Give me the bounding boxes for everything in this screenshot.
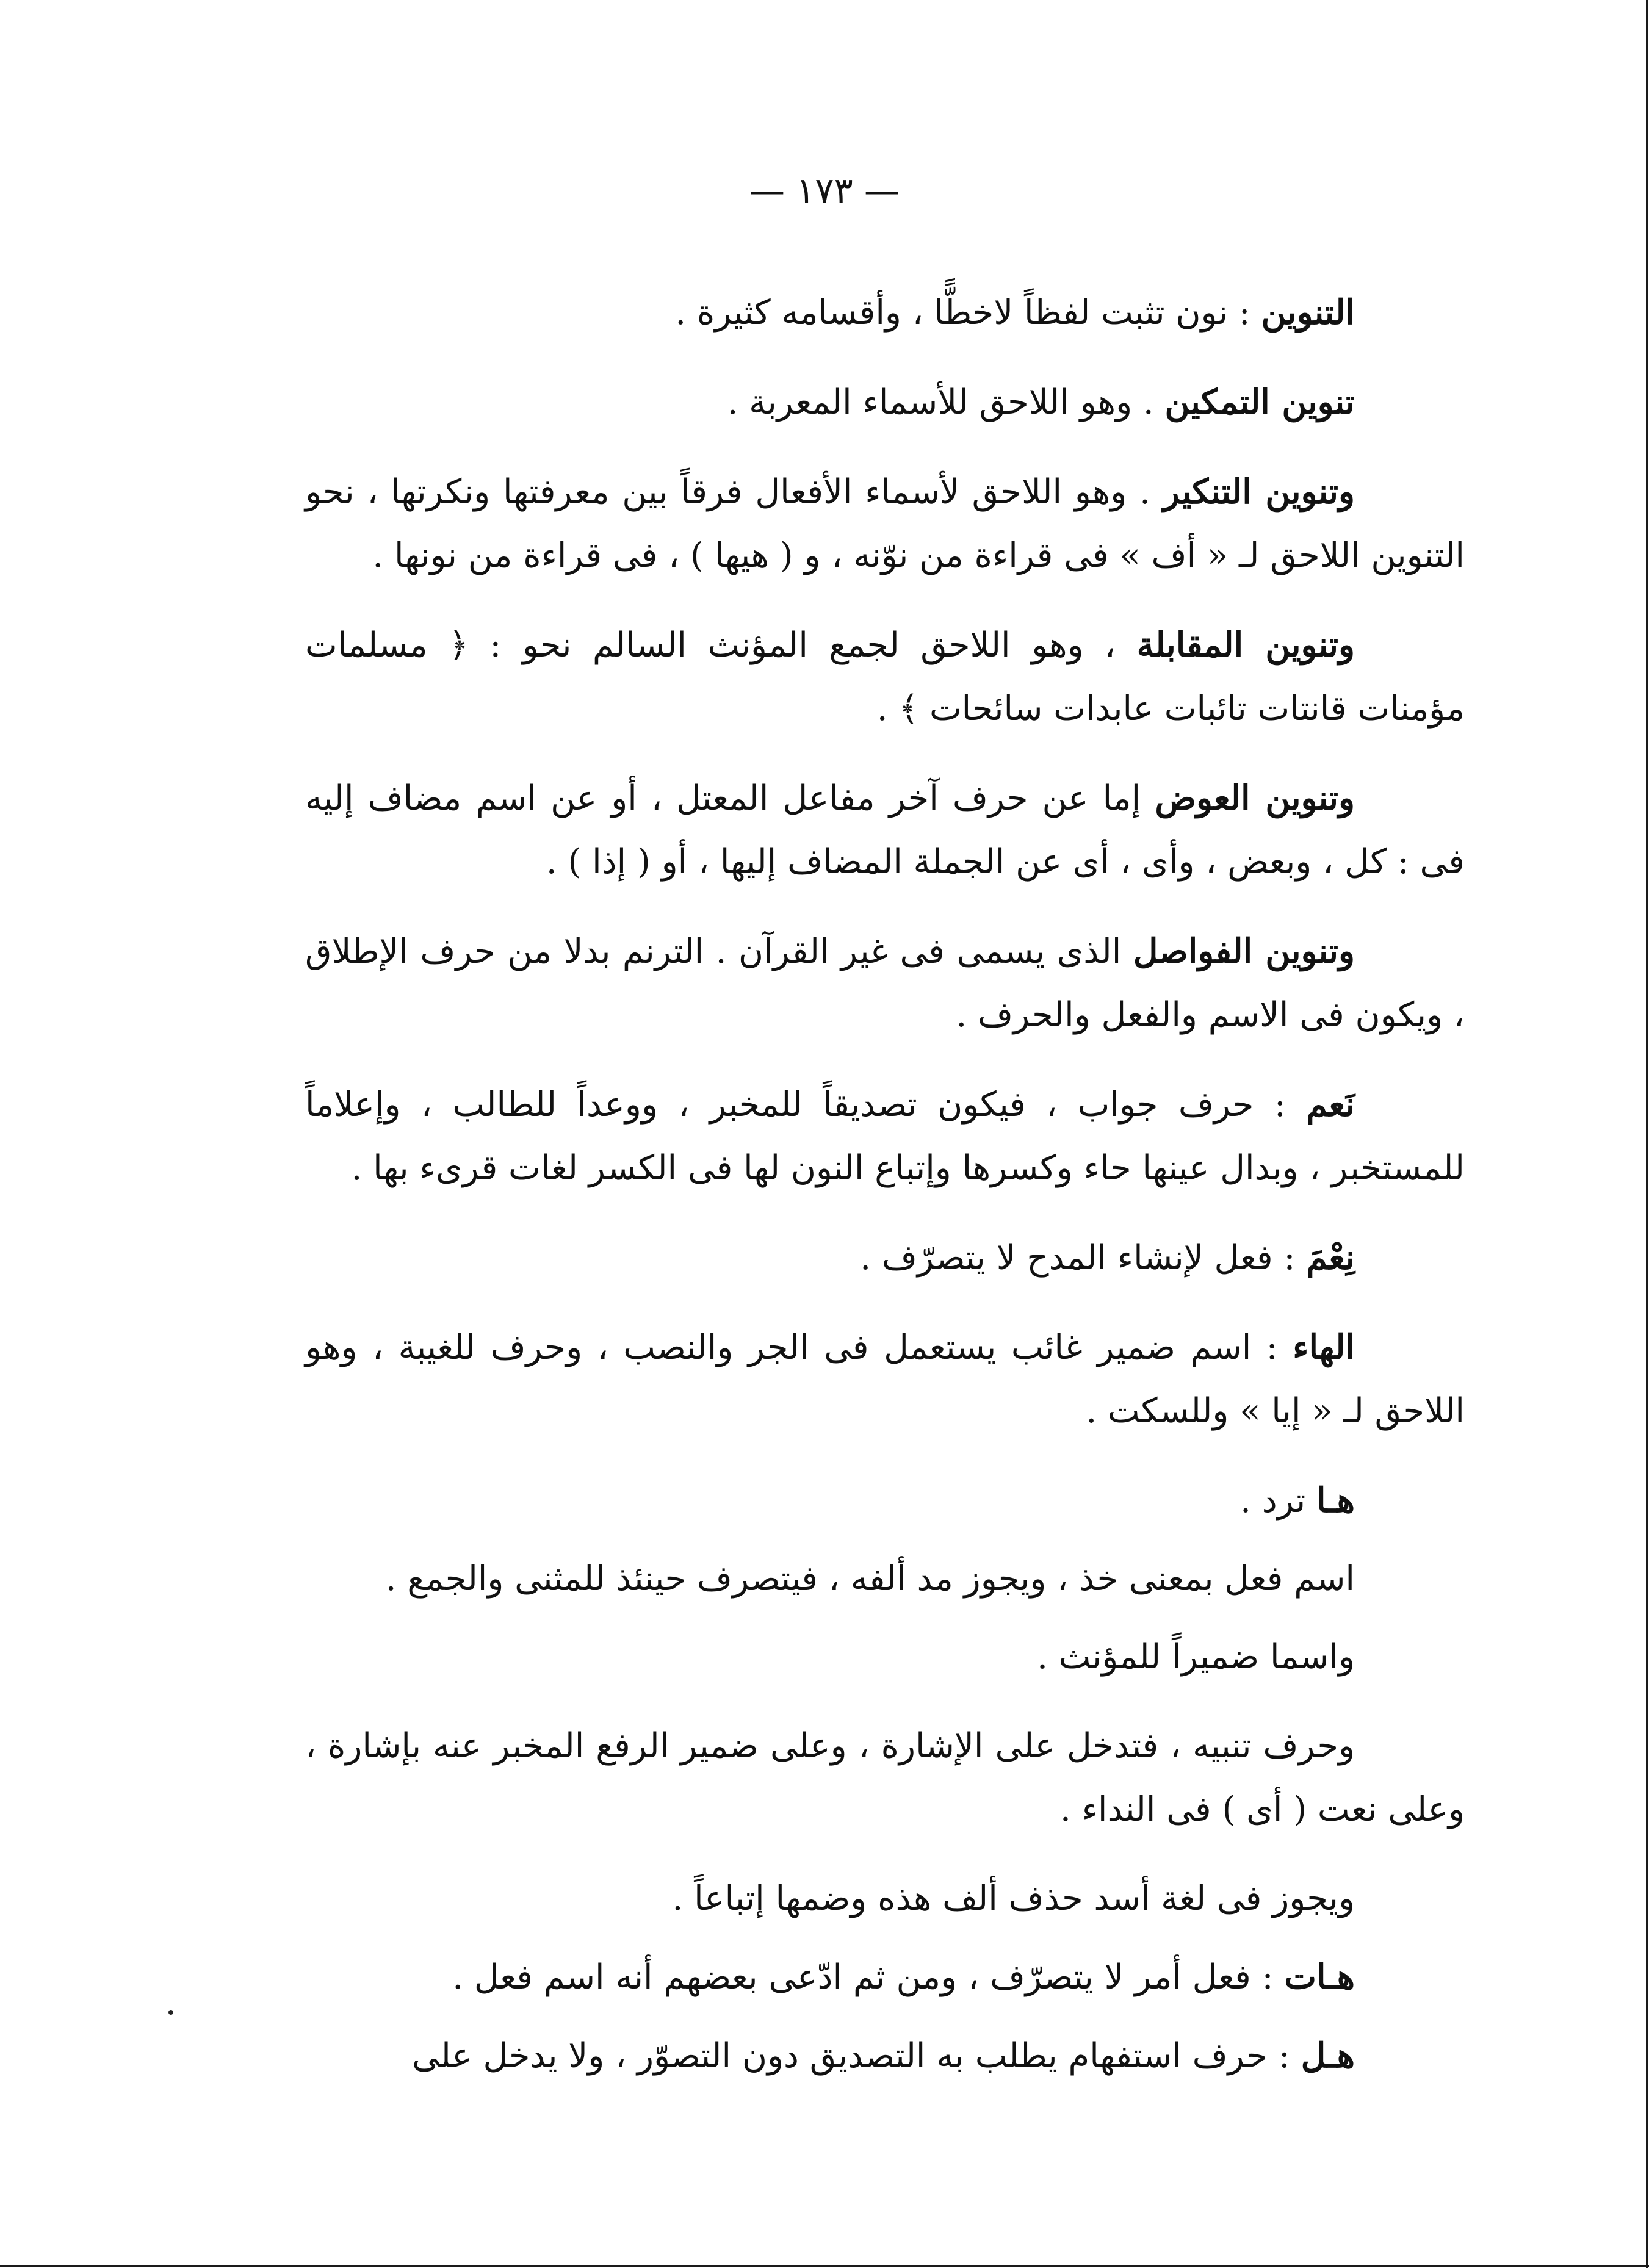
scan-edge-bottom [0,2265,1649,2267]
paragraph-text: : فعل لإنشاء المدح لا يتصرّف . [860,1238,1307,1278]
paragraph [305,766,1465,894]
paragraph-text: واسما ضميراً للمؤنث . [1037,1637,1355,1677]
term-heading: وتنوين المقابلة [1136,625,1355,665]
paragraph-text: . وهو اللاحق لأسماء الأفعال فرقاً بين معرفتها ونكرتها ، نحو التنوين اللاحق لـ « أف » فى قراءة من نوّنه ، و ( هيها ) ، فى قراءة من نونها . [305,472,1465,575]
paragraph [305,1316,1465,1443]
page-number: — ١٧٣ — [749,170,900,211]
paragraph-text: ويجوز فى لغة أسد حذف ألف هذه وضمها إتباعاً . [672,1879,1355,1918]
paragraph [305,1547,1465,1611]
paragraph [305,1625,1465,1689]
stray-dot-mark [168,2010,173,2015]
paragraph-text: ، وهو اللاحق لجمع المؤنث السالم نحو : ﴿ مسلمات مؤمنات قانتات تائبات عابدات سائحات ﴾ . [305,625,1465,729]
paragraph [305,920,1465,1047]
term-heading: نَعم [1306,1084,1355,1125]
paragraph [305,1715,1465,1841]
paragraph-text: وحرف تنبيه ، فتدخل على الإشارة ، وعلى ضمير الرفع المخبر عنه بإشارة ، وعلى نعت ( أى ) فى النداء . [305,1726,1465,1829]
paragraph [305,1073,1465,1200]
paragraph [305,1945,1465,2009]
term-heading: وتنوين الفواصل [1133,931,1355,971]
paragraph-text: : نون تثبت لفظاً لاخطًّا ، وأقسامه كثيرة . [675,293,1261,333]
paragraph [305,460,1465,588]
term-heading: وتنوين التنكير [1163,472,1355,512]
paragraph [305,2024,1465,2088]
paragraph-text: : فعل أمر لا يتصرّف ، ومن ثم ادّعى بعضهم أنه اسم فعل . [452,1957,1285,1997]
paragraph [305,1226,1465,1290]
term-heading: وتنوين العوض [1155,778,1355,818]
term-heading: تنوين التمكين [1164,382,1355,422]
paragraph-text: الذى يسمى فى غير القرآن . الترنم بدلا من حرف الإطلاق ، ويكون فى الاسم والفعل والحرف . [305,932,1465,1035]
term-heading: الهاء [1293,1327,1355,1367]
paragraph-text: : اسم ضمير غائب يستعمل فى الجر والنصب ، وحرف للغيبة ، وهو اللاحق لـ « إيا » وللسكت . [305,1328,1465,1431]
paragraph-text: : حرف جواب ، فيكون تصديقاً للمخبر ، ووعداً للطالب ، وإعلاماً للمستخبر ، وبدال عينها حاء وكسرها وإتباع النون لها فى الكسر لغات قرىء بها . [305,1085,1465,1188]
paragraph-text: إما عن حرف آخر مفاعل المعتل ، أو عن اسم مضاف إليه فى : كل ، وبعض ، وأى ، أى عن الجملة المضاف إليها ، أو ( إذا ) . [305,779,1465,882]
paragraph-text: : حرف استفهام يطلب به التصديق دون التصوّر ، ولا يدخل على [412,2036,1301,2076]
scan-edge-right [1646,0,1648,2268]
paragraph [305,613,1465,741]
term-heading: هـا [1316,1480,1355,1521]
paragraph-text: اسم فعل بمعنى خذ ، ويجوز مد ألفه ، فيتصرف حينئذ للمثنى والجمع . [385,1559,1355,1599]
paragraph [305,281,1465,345]
paragraph-text: . وهو اللاحق للأسماء المعربة . [727,383,1165,422]
paragraph-text: ترد . [1240,1481,1316,1521]
paragraph [305,1867,1465,1931]
term-heading: نِعْمَ [1306,1237,1355,1278]
paragraph [305,370,1465,434]
term-heading: هـل [1301,2036,1355,2076]
paragraph [305,1469,1465,1533]
term-heading: هـات [1284,1957,1355,1997]
main-text [305,281,1465,2114]
term-heading: التنوين [1261,292,1355,333]
